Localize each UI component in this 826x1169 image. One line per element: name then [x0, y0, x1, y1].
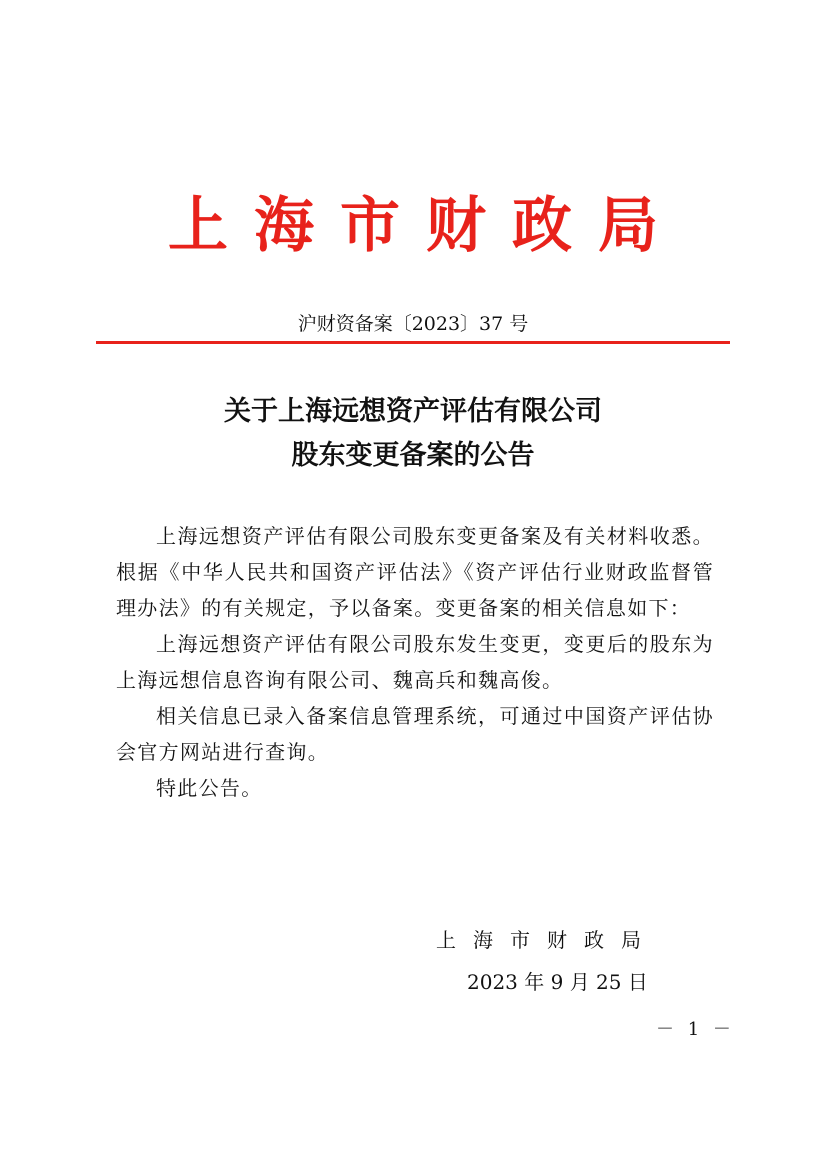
body-paragraph: 特此公告。 — [156, 776, 263, 800]
signature-issuer: 上海市财政局 — [436, 928, 658, 952]
body-paragraph: 上海远想资产评估有限公司股东变更备案及有关材料收悉。根据《中华人民共和国资产评估法》《资产评估行业财政监督管理办法》的有关规定，予以备案。变更备案的相关信息如下： — [116, 524, 714, 620]
document-number: 沪财资备案〔2023〕37 号 — [297, 313, 529, 335]
red-divider-line — [96, 341, 730, 344]
document-body — [116, 518, 714, 806]
issuer-masthead: 上海市财政局 — [168, 191, 684, 261]
title-line-1: 关于上海远想资产评估有限公司 — [224, 396, 602, 427]
page-number: － 1 － — [656, 1019, 735, 1040]
body-paragraph: 上海远想资产评估有限公司股东发生变更，变更后的股东为上海远想信息咨询有限公司、魏高兵和魏高俊。 — [116, 632, 714, 692]
title-line-2: 股东变更备案的公告 — [291, 440, 535, 471]
document-title — [0, 390, 826, 478]
body-paragraph: 相关信息已录入备案信息管理系统，可通过中国资产评估协会官方网站进行查询。 — [116, 704, 714, 764]
signature-date: 2023 年 9 月 25 日 — [467, 970, 648, 994]
